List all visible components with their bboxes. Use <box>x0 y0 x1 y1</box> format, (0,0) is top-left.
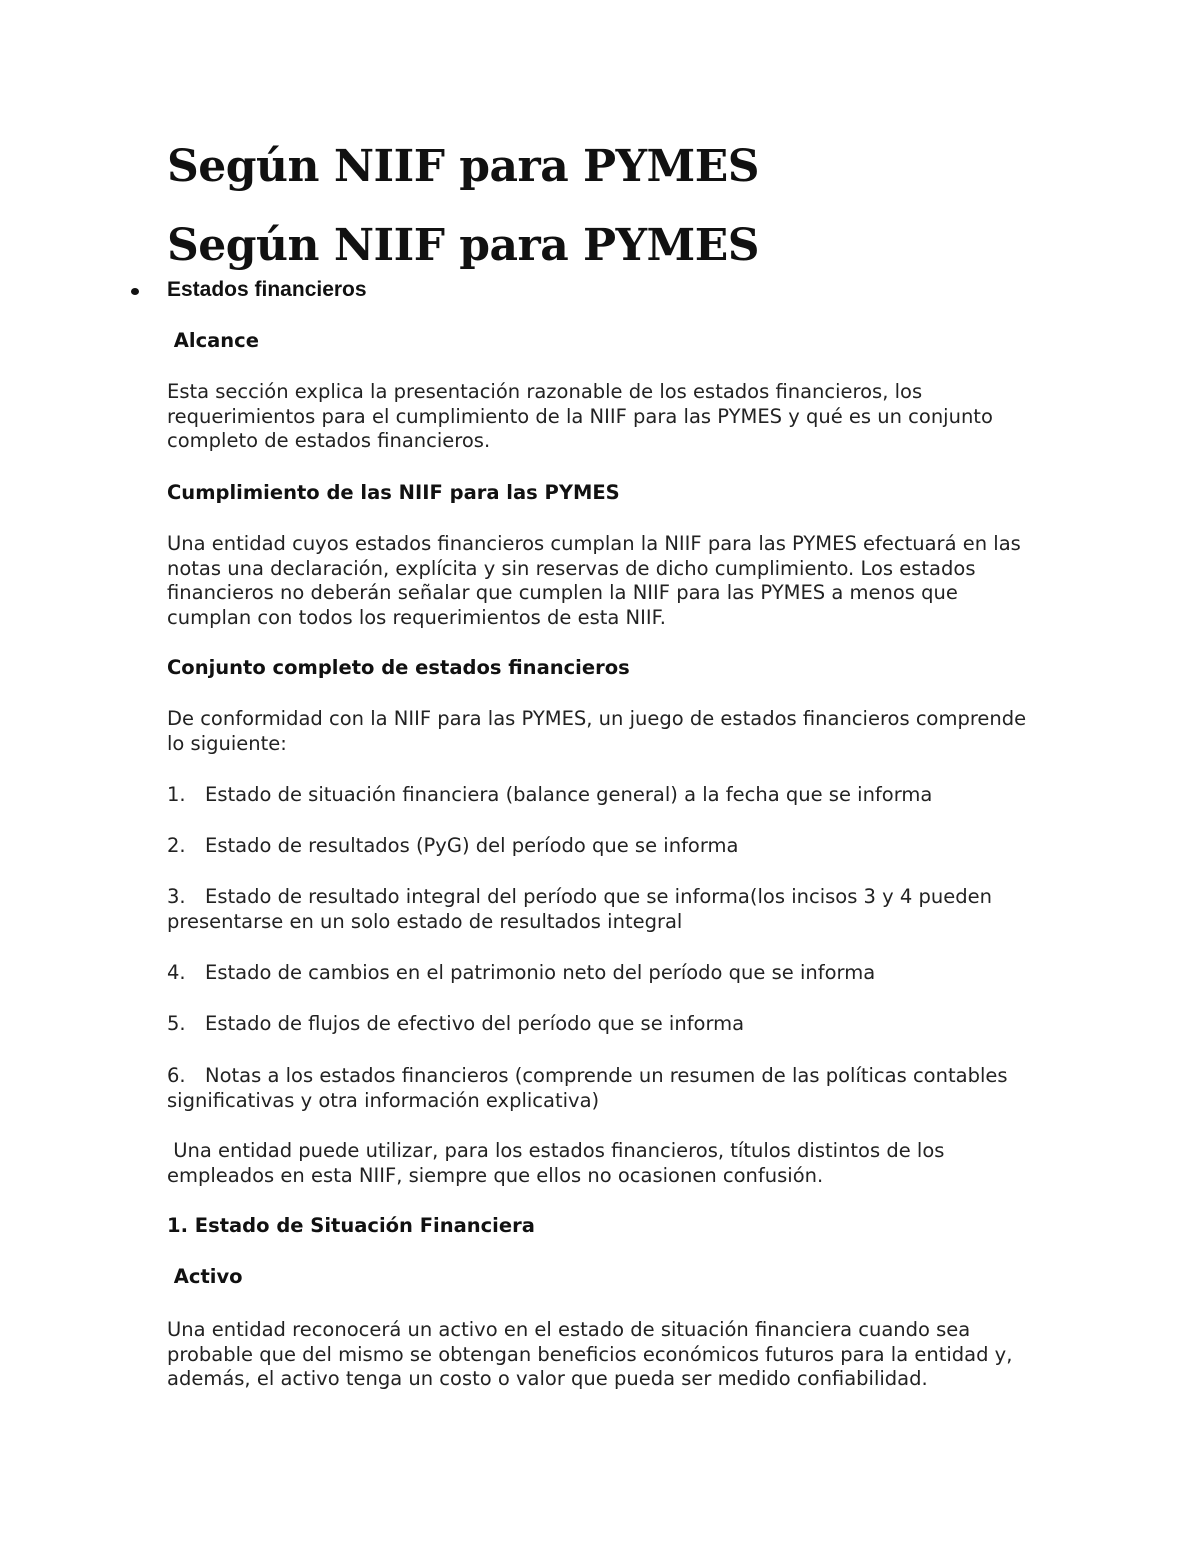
heading-alcance: Alcance <box>167 329 259 352</box>
document-title: Según NIIF para PYMES <box>167 141 760 192</box>
heading-activo: Activo <box>167 1265 243 1288</box>
list-number: 6. <box>167 1064 186 1087</box>
list-text: Estado de situación financiera (balance general) a la fecha que se informa <box>205 783 933 806</box>
bullet-label: Estados financieros <box>167 278 367 301</box>
list-item <box>167 1012 1047 1037</box>
list-number: 1. <box>167 783 186 806</box>
heading-cumplimiento: Cumplimiento de las NIIF para las PYMES <box>167 481 620 504</box>
list-text: Estado de resultado integral del período que se informa(los incisos 3 y 4 pueden presentarse en un solo estado de resultados integral <box>167 885 992 933</box>
list-text: Estado de flujos de efectivo del período que se informa <box>205 1012 745 1035</box>
list-item <box>167 834 1047 859</box>
list-item <box>167 783 1047 808</box>
list-number: 5. <box>167 1012 186 1035</box>
bullet-item-estados-financieros <box>167 278 367 302</box>
paragraph-conjunto: De conformidad con la NIIF para las PYMES, un juego de estados financieros comprende lo siguiente: <box>167 707 1027 755</box>
paragraph-alcance: Esta sección explica la presentación razonable de los estados financieros, los requerimientos para el cumplimiento de la NIIF para las PYMES y qué es un conjunto completo de estados financieros. <box>167 380 993 452</box>
paragraph-activo: Una entidad reconocerá un activo en el estado de situación financiera cuando sea probable que del mismo se obtengan beneficios económicos futuros para la entidad y, además, el activo tenga un costo o valor que pueda ser medido confiabilidad. <box>167 1318 1013 1390</box>
heading-conjunto: Conjunto completo de estados financieros <box>167 656 630 679</box>
paragraph-titulos: Una entidad puede utilizar, para los estados financieros, títulos distintos de los empleados en esta NIIF, siempre que ellos no ocasionen confusión. <box>167 1139 951 1187</box>
heading-estado-situacion: 1. Estado de Situación Financiera <box>167 1214 535 1237</box>
list-item <box>167 885 1047 934</box>
list-number: 3. <box>167 885 186 908</box>
list-number: 4. <box>167 961 186 984</box>
list-text: Estado de resultados (PyG) del período que se informa <box>205 834 739 857</box>
bullet-icon <box>131 288 139 295</box>
list-text: Notas a los estados financieros (comprende un resumen de las políticas contables significativas y otra información explicativa) <box>167 1064 1008 1112</box>
document-title-repeat: Según NIIF para PYMES <box>167 220 760 271</box>
list-text: Estado de cambios en el patrimonio neto del período que se informa <box>205 961 876 984</box>
list-item <box>167 1064 1047 1113</box>
paragraph-cumplimiento: Una entidad cuyos estados financieros cumplan la NIIF para las PYMES efectuará en las notas una declaración, explícita y sin reservas de dicho cumplimiento. Los estados financieros no deberán señalar que cumplen la NIIF para las PYMES a menos que cumplan con todos los requerimientos de esta NIIF. <box>167 532 1021 629</box>
list-item <box>167 961 1047 986</box>
list-number: 2. <box>167 834 186 857</box>
